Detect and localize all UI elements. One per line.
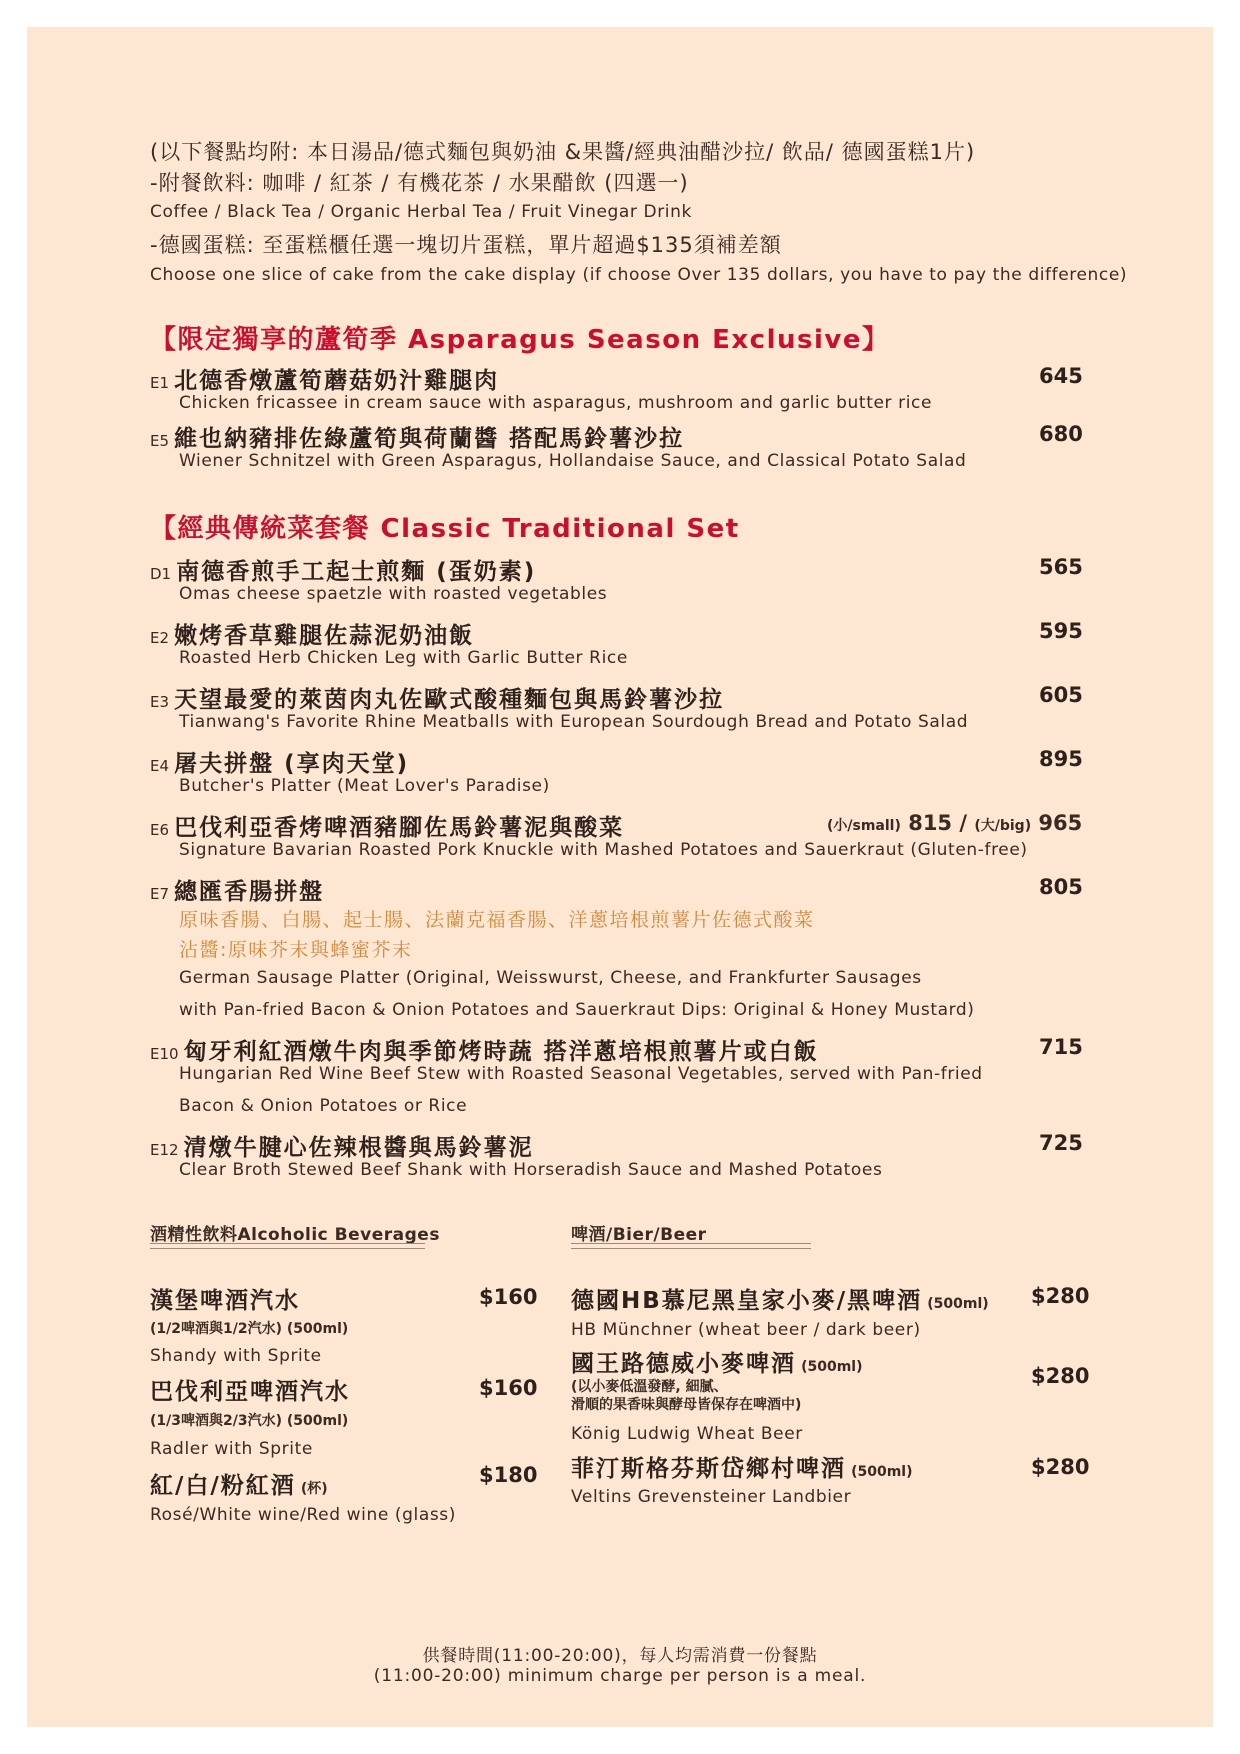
bev-price-wine: $180 (479, 1463, 538, 1487)
item-code: E12 (150, 1141, 179, 1159)
item-name: 北德香燉蘆筍蘑菇奶汁雞腿肉 (174, 368, 500, 394)
beer-koenig (571, 1345, 863, 1378)
item-price-e10: 715 (1039, 1035, 1083, 1059)
item-name: 巴伐利亞香烤啤酒豬腳佐馬鈴薯泥與酸菜 (174, 815, 625, 841)
item-code: E7 (150, 885, 170, 903)
menu-item-e5 (150, 420, 684, 453)
beer-size-koenig: (500ml) (801, 1359, 863, 1375)
item-en-e10-line1: Hungarian Red Wine Beef Stew with Roasted Seasonal Vegetables, served with Pan-fried (179, 1064, 983, 1084)
item-name: 清燉牛腱心佐辣根醬與馬鈴薯泥 (183, 1135, 534, 1161)
item-code: D1 (150, 565, 172, 583)
item-code: E6 (150, 821, 170, 839)
intro-drink-choice-en: Coffee / Black Tea / Organic Herbal Tea / Fruit Vinegar Drink (150, 202, 692, 222)
item-name: 天望最愛的萊茵肉丸佐歐式酸種麵包與馬鈴薯沙拉 (174, 687, 725, 713)
beer-en-veltins: Veltins Grevensteiner Landbier (571, 1487, 852, 1507)
beer-hb (571, 1282, 989, 1315)
item-name: 嫩烤香草雞腿佐蒜泥奶油飯 (174, 623, 475, 649)
item-en-e7-line2: with Pan-fried Bacon & Onion Potatoes and Sauerkraut Dips: Original & Honey Mustard) (179, 1000, 975, 1020)
bev-wine (150, 1467, 328, 1500)
beer-price-hb: $280 (1031, 1284, 1090, 1308)
menu-item-e3 (150, 681, 724, 714)
item-name: 維也納豬排佐綠蘆筍與荷蘭醬 搭配馬鈴薯沙拉 (174, 426, 685, 452)
menu-page (27, 27, 1213, 1727)
menu-item-e1 (150, 362, 499, 395)
item-price-e7: 805 (1039, 875, 1083, 899)
item-code: E10 (150, 1045, 179, 1063)
item-code: E4 (150, 757, 170, 775)
beer-price-veltins: $280 (1031, 1455, 1090, 1479)
intro-cake-rule-en: Choose one slice of cake from the cake display (if choose Over 135 dollars, you have to pay the difference) (150, 265, 1128, 285)
item-en-e7-line1: German Sausage Platter (Original, Weisswurst, Cheese, and Frankfurter Sausages (179, 968, 922, 988)
beer-note1-koenig: (以小麥低溫發酵, 細膩、 (571, 1379, 728, 1395)
bev-name-shandy: 漢堡啤酒汽水 (150, 1288, 300, 1314)
section-title-classic: 【經典傳統菜套餐 Classic Traditional Set (150, 514, 740, 544)
item-price-e2: 595 (1039, 619, 1083, 643)
item-price-e1: 645 (1039, 364, 1083, 388)
beer-en-koenig: König Ludwig Wheat Beer (571, 1424, 803, 1444)
beer-note2-koenig: 滑順的果香味與酵母皆保存在啤酒中) (571, 1397, 802, 1413)
beer-name-veltins: 菲汀斯格芬斯岱鄉村啤酒 (571, 1456, 846, 1482)
item-price-e12: 725 (1039, 1131, 1083, 1155)
item-name: 匈牙利紅酒燉牛肉與季節烤時蔬 搭洋蔥培根煎薯片或白飯 (183, 1039, 819, 1065)
alcoholic-heading: 酒精性飲料Alcoholic Beverages (150, 1225, 440, 1245)
beer-heading: 啤酒/Bier/Beer (571, 1225, 707, 1245)
intro-included-items: (以下餐點均附: 本日湯品/德式麵包與奶油 &果醬/經典油醋沙拉/ 飲品/ 德國蛋糕1片) (150, 140, 976, 164)
beer-heading-rule (571, 1243, 811, 1249)
bev-en-shandy: Shandy with Sprite (150, 1346, 322, 1366)
item-code: E3 (150, 693, 170, 711)
intro-cake-rule: -德國蛋糕: 至蛋糕櫃任選一塊切片蛋糕，單片超過$135須補差額 (150, 233, 782, 257)
bev-note-shandy: (1/2啤酒與1/2汽水) (500ml) (150, 1321, 349, 1337)
item-price-d1: 565 (1039, 555, 1083, 579)
bev-note-radler: (1/3啤酒與2/3汽水) (500ml) (150, 1413, 349, 1429)
alcoholic-heading-rule (150, 1243, 425, 1249)
footer-hours-en: (11:00-20:00) minimum charge per person is a meal. (373, 1666, 867, 1686)
beer-name-koenig: 國王路德威小麥啤酒 (571, 1351, 796, 1377)
item-name: 南德香煎手工起士煎麵 (蛋奶素) (176, 559, 537, 585)
beer-size-veltins: (500ml) (851, 1464, 913, 1480)
price-big-label: (大/big) (974, 818, 1032, 834)
item-en-e4: Butcher's Platter (Meat Lover's Paradise) (179, 776, 550, 796)
bev-size-wine: (杯) (300, 1481, 328, 1497)
item-en-e5: Wiener Schnitzel with Green Asparagus, Hollandaise Sauce, and Classical Potato Salad (179, 451, 967, 471)
item-price-e6 (827, 811, 1082, 835)
item-en-e2: Roasted Herb Chicken Leg with Garlic Butter Rice (179, 648, 628, 668)
bev-name-wine: 紅/白/粉紅酒 (150, 1473, 296, 1499)
item-name: 總匯香腸拼盤 (174, 879, 325, 905)
price-small: 815 (908, 811, 953, 835)
intro-drink-choice: -附餐飲料: 咖啡 / 紅茶 / 有機花茶 / 水果醋飲 (四選一) (150, 171, 689, 195)
item-en-e10-line2: Bacon & Onion Potatoes or Rice (179, 1096, 468, 1116)
menu-item-e12 (150, 1129, 534, 1162)
menu-item-e6 (150, 809, 624, 842)
item-code: E1 (150, 374, 170, 392)
beer-size-hb: (500ml) (927, 1296, 989, 1312)
item-en-e6: Signature Bavarian Roasted Pork Knuckle with Mashed Potatoes and Sauerkraut (Gluten-free) (179, 840, 1028, 860)
beer-veltins (571, 1450, 913, 1483)
menu-item-e2 (150, 617, 474, 650)
item-price-e5: 680 (1039, 422, 1083, 446)
beer-name-hb: 德國HB慕尼黑皇家小麥/黑啤酒 (571, 1288, 923, 1314)
item-code: E2 (150, 629, 170, 647)
price-separator: / (959, 811, 968, 835)
price-small-label: (小/small) (827, 818, 901, 834)
footer-hours-zh: 供餐時間(11:00-20:00)，每人均需消費一份餐點 (422, 1646, 818, 1666)
menu-item-e7 (150, 873, 324, 906)
item-en-e12: Clear Broth Stewed Beef Shank with Horseradish Sauce and Mashed Potatoes (179, 1160, 883, 1180)
bev-price-shandy: $160 (479, 1285, 538, 1309)
item-price-e3: 605 (1039, 683, 1083, 707)
bev-name-radler: 巴伐利亞啤酒汽水 (150, 1379, 350, 1405)
item-name: 屠夫拼盤 (享肉天堂) (174, 751, 410, 777)
item-en-d1: Omas cheese spaetzle with roasted vegetables (179, 584, 608, 604)
item-sub-zh-e7: 原味香腸、白腸、起士腸、法蘭克福香腸、洋蔥培根煎薯片佐德式酸菜 (179, 909, 815, 931)
item-dips-zh-e7: 沾醬:原味芥末與蜂蜜芥末 (179, 939, 413, 961)
bev-price-radler: $160 (479, 1376, 538, 1400)
item-price-e4: 895 (1039, 747, 1083, 771)
menu-item-e4 (150, 745, 409, 778)
item-en-e3: Tianwang's Favorite Rhine Meatballs with European Sourdough Bread and Potato Salad (179, 712, 969, 732)
section-title-asparagus: 【限定獨享的蘆筍季 Asparagus Season Exclusive】 (150, 325, 890, 355)
bev-en-radler: Radler with Sprite (150, 1439, 313, 1459)
beer-en-hb: HB Münchner (wheat beer / dark beer) (571, 1320, 921, 1340)
item-code: E5 (150, 432, 170, 450)
menu-item-d1 (150, 553, 536, 586)
beer-price-koenig: $280 (1031, 1364, 1090, 1388)
bev-en-wine: Rosé/White wine/Red wine (glass) (150, 1505, 456, 1525)
price-big: 965 (1038, 811, 1083, 835)
item-en-e1: Chicken fricassee in cream sauce with asparagus, mushroom and garlic butter rice (179, 393, 933, 413)
menu-item-e10 (150, 1033, 819, 1066)
